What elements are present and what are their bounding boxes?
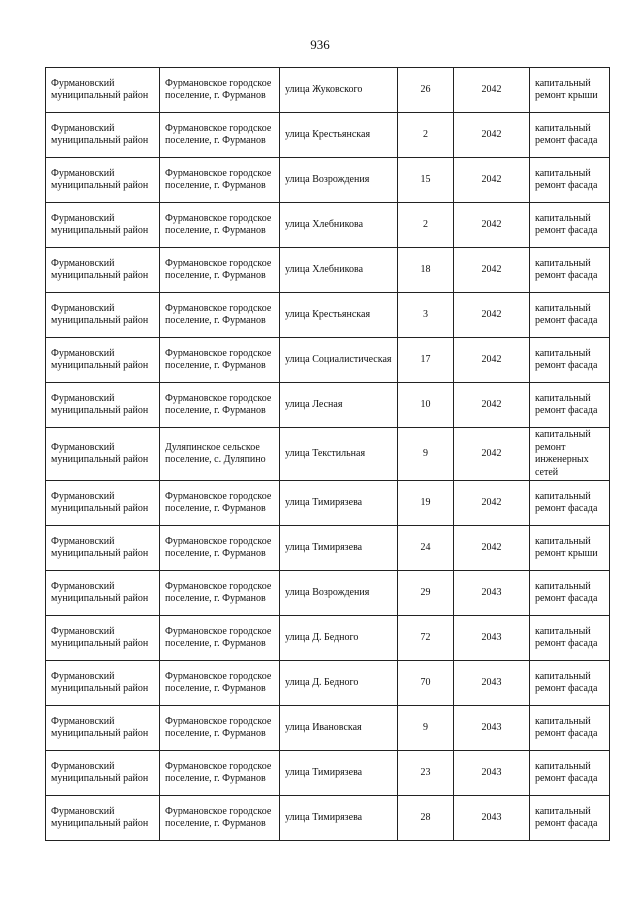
year-cell: 2043 (454, 796, 530, 841)
district-cell: Фурмановский муниципальный район (46, 293, 160, 338)
table-row (46, 158, 610, 203)
settlement-cell: Фурмановское городское поселение, г. Фурманов (160, 248, 280, 293)
house-number-cell: 2 (398, 113, 454, 158)
work-type-cell: капитальный ремонт крыши (530, 68, 610, 113)
table-row (46, 428, 610, 481)
district-cell: Фурмановский муниципальный район (46, 616, 160, 661)
house-number-cell: 15 (398, 158, 454, 203)
work-type-cell: капитальный ремонт инженерных сетей (530, 428, 610, 481)
work-type-cell: капитальный ремонт фасада (530, 203, 610, 248)
table-row (46, 796, 610, 841)
work-type-cell: капитальный ремонт фасада (530, 571, 610, 616)
table-row (46, 481, 610, 526)
district-cell: Фурмановский муниципальный район (46, 661, 160, 706)
work-type-cell: капитальный ремонт фасада (530, 616, 610, 661)
table-row (46, 383, 610, 428)
year-cell: 2043 (454, 706, 530, 751)
street-cell: улица Крестьянская (280, 113, 398, 158)
street-cell: улица Хлебникова (280, 248, 398, 293)
street-cell: улица Тимирязева (280, 526, 398, 571)
work-type-cell: капитальный ремонт фасада (530, 661, 610, 706)
house-number-cell: 2 (398, 203, 454, 248)
work-type-cell: капитальный ремонт фасада (530, 338, 610, 383)
settlement-cell: Фурмановское городское поселение, г. Фурманов (160, 706, 280, 751)
house-number-cell: 17 (398, 338, 454, 383)
year-cell: 2042 (454, 383, 530, 428)
street-cell: улица Социалистическая (280, 338, 398, 383)
table-row (46, 338, 610, 383)
street-cell: улица Крестьянская (280, 293, 398, 338)
settlement-cell: Фурмановское городское поселение, г. Фурманов (160, 616, 280, 661)
district-cell: Фурмановский муниципальный район (46, 751, 160, 796)
street-cell: улица Ивановская (280, 706, 398, 751)
district-cell: Фурмановский муниципальный район (46, 526, 160, 571)
settlement-cell: Фурмановское городское поселение, г. Фурманов (160, 113, 280, 158)
settlement-cell: Фурмановское городское поселение, г. Фурманов (160, 383, 280, 428)
settlement-cell: Дуляпинское сельское поселение, с. Дуляпино (160, 428, 280, 481)
district-cell: Фурмановский муниципальный район (46, 428, 160, 481)
year-cell: 2042 (454, 338, 530, 383)
year-cell: 2042 (454, 526, 530, 571)
settlement-cell: Фурмановское городское поселение, г. Фурманов (160, 158, 280, 203)
work-type-cell: капитальный ремонт фасада (530, 293, 610, 338)
settlement-cell: Фурмановское городское поселение, г. Фурманов (160, 338, 280, 383)
year-cell: 2043 (454, 661, 530, 706)
district-cell: Фурмановский муниципальный район (46, 248, 160, 293)
work-type-cell: капитальный ремонт фасада (530, 796, 610, 841)
house-number-cell: 19 (398, 481, 454, 526)
year-cell: 2043 (454, 571, 530, 616)
work-type-cell: капитальный ремонт фасада (530, 706, 610, 751)
work-type-cell: капитальный ремонт фасада (530, 158, 610, 203)
house-number-cell: 9 (398, 706, 454, 751)
table-row (46, 751, 610, 796)
district-cell: Фурмановский муниципальный район (46, 796, 160, 841)
table-row (46, 293, 610, 338)
street-cell: улица Возрождения (280, 158, 398, 203)
house-number-cell: 24 (398, 526, 454, 571)
street-cell: улица Текстильная (280, 428, 398, 481)
street-cell: улица Тимирязева (280, 481, 398, 526)
work-type-cell: капитальный ремонт фасада (530, 383, 610, 428)
settlement-cell: Фурмановское городское поселение, г. Фурманов (160, 481, 280, 526)
table-row (46, 571, 610, 616)
settlement-cell: Фурмановское городское поселение, г. Фурманов (160, 751, 280, 796)
street-cell: улица Жуковского (280, 68, 398, 113)
district-cell: Фурмановский муниципальный район (46, 706, 160, 751)
street-cell: улица Тимирязева (280, 796, 398, 841)
district-cell: Фурмановский муниципальный район (46, 383, 160, 428)
house-number-cell: 29 (398, 571, 454, 616)
house-number-cell: 72 (398, 616, 454, 661)
street-cell: улица Лесная (280, 383, 398, 428)
district-cell: Фурмановский муниципальный район (46, 571, 160, 616)
settlement-cell: Фурмановское городское поселение, г. Фурманов (160, 796, 280, 841)
work-type-cell: капитальный ремонт фасада (530, 248, 610, 293)
table-row (46, 616, 610, 661)
house-number-cell: 70 (398, 661, 454, 706)
year-cell: 2042 (454, 203, 530, 248)
work-type-cell: капитальный ремонт фасада (530, 113, 610, 158)
repair-schedule-table (45, 67, 610, 841)
house-number-cell: 26 (398, 68, 454, 113)
table-row (46, 706, 610, 751)
table-body (46, 68, 610, 841)
street-cell: улица Хлебникова (280, 203, 398, 248)
year-cell: 2042 (454, 248, 530, 293)
street-cell: улица Д. Бедного (280, 616, 398, 661)
district-cell: Фурмановский муниципальный район (46, 481, 160, 526)
table-row (46, 661, 610, 706)
year-cell: 2043 (454, 751, 530, 796)
table-row (46, 68, 610, 113)
house-number-cell: 9 (398, 428, 454, 481)
street-cell: улица Возрождения (280, 571, 398, 616)
year-cell: 2042 (454, 158, 530, 203)
year-cell: 2042 (454, 428, 530, 481)
settlement-cell: Фурмановское городское поселение, г. Фурманов (160, 661, 280, 706)
year-cell: 2042 (454, 113, 530, 158)
house-number-cell: 3 (398, 293, 454, 338)
table-row (46, 113, 610, 158)
district-cell: Фурмановский муниципальный район (46, 338, 160, 383)
settlement-cell: Фурмановское городское поселение, г. Фурманов (160, 203, 280, 248)
table-row (46, 526, 610, 571)
work-type-cell: капитальный ремонт фасада (530, 751, 610, 796)
house-number-cell: 18 (398, 248, 454, 293)
work-type-cell: капитальный ремонт фасада (530, 481, 610, 526)
work-type-cell: капитальный ремонт крыши (530, 526, 610, 571)
settlement-cell: Фурмановское городское поселение, г. Фурманов (160, 526, 280, 571)
district-cell: Фурмановский муниципальный район (46, 158, 160, 203)
district-cell: Фурмановский муниципальный район (46, 68, 160, 113)
table-row (46, 248, 610, 293)
district-cell: Фурмановский муниципальный район (46, 203, 160, 248)
settlement-cell: Фурмановское городское поселение, г. Фурманов (160, 571, 280, 616)
house-number-cell: 28 (398, 796, 454, 841)
year-cell: 2042 (454, 293, 530, 338)
page-number: 936 (310, 37, 330, 52)
settlement-cell: Фурмановское городское поселение, г. Фурманов (160, 68, 280, 113)
settlement-cell: Фурмановское городское поселение, г. Фурманов (160, 293, 280, 338)
street-cell: улица Тимирязева (280, 751, 398, 796)
district-cell: Фурмановский муниципальный район (46, 113, 160, 158)
house-number-cell: 10 (398, 383, 454, 428)
year-cell: 2042 (454, 481, 530, 526)
year-cell: 2042 (454, 68, 530, 113)
street-cell: улица Д. Бедного (280, 661, 398, 706)
year-cell: 2043 (454, 616, 530, 661)
house-number-cell: 23 (398, 751, 454, 796)
table-row (46, 203, 610, 248)
